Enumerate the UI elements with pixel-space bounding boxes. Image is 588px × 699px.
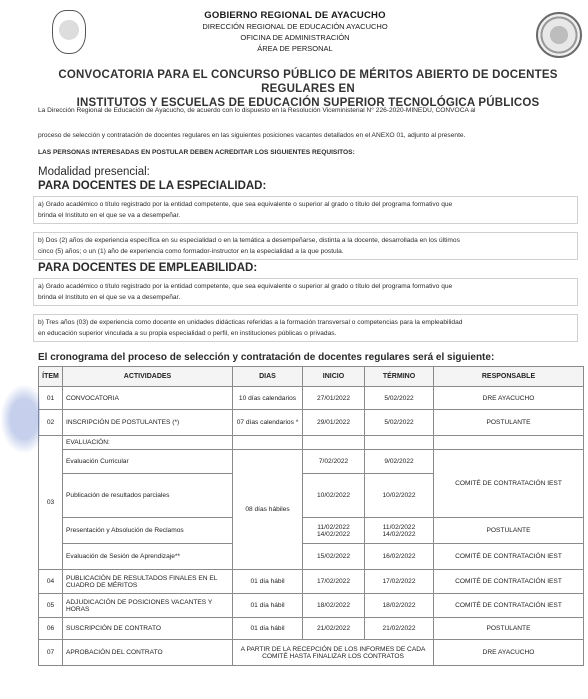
modalidad-heading: Modalidad presencial: <box>38 166 150 178</box>
cell-start: 7/02/2022 <box>303 450 365 474</box>
title-line1: CONVOCATORIA PARA EL CONCURSO PÚBLICO DE MÉRITOS ABIERTO DE DOCENTES REGULARES EN <box>58 69 558 95</box>
table-row <box>39 618 584 640</box>
cell-activity: Evaluación de Sesión de Aprendizaje** <box>63 544 233 570</box>
title-line2: INSTITUTOS Y ESCUELAS DE EDUCACIÓN SUPERIOR TECNOLÓGICA PÚBLICOS <box>76 97 540 109</box>
especialidad-a-line1: a) Grado académico o título registrado por la entidad competente, que sea equivalente o superior al grado o título del programa formativo que <box>38 201 453 208</box>
requirements-note: LAS PERSONAS INTERESADAS EN POSTULAR DEBEN ACREDITAR LOS SIGUIENTES REQUISITOS: <box>38 149 355 156</box>
cell-activity: INSCRIPCIÓN DE POSTULANTES (*) <box>63 410 233 436</box>
empleabilidad-a-line1: a) Grado académico o título registrado por la entidad competente, que sea equivalente o superior al grado o título del programa formativo que <box>38 283 453 290</box>
cell-item: 05 <box>39 594 63 618</box>
cell-end: 5/02/2022 <box>365 387 434 410</box>
especialidad-req-b <box>33 232 578 260</box>
table-row <box>39 436 584 450</box>
cell-item: 01 <box>39 387 63 410</box>
cell-responsible: COMITÉ DE CONTRATACIÓN IEST <box>434 594 584 618</box>
table-row <box>39 570 584 594</box>
cell-days-span: A PARTIR DE LA RECEPCIÓN DE LOS INFORMES DE CADA COMITÉ HASTA FINALIZAR LOS CONTRATOS <box>233 640 434 666</box>
cronograma-heading: El cronograma del proceso de selección y contratación de docentes regulares será el siguiente: <box>38 352 495 363</box>
cell-end: 21/02/2022 <box>365 618 434 640</box>
especialidad-a-line2: brinda el Instituto en el que se va a desempeñar. <box>38 212 181 219</box>
cell-activity: CONVOCATORIA <box>63 387 233 410</box>
cell-start: 18/02/2022 <box>303 594 365 618</box>
dre-seal-logo <box>536 12 582 58</box>
cell-days: 01 día hábil <box>233 570 303 594</box>
header-line2: DIRECCIÓN REGIONAL DE EDUCACIÓN AYACUCHO <box>202 22 388 31</box>
cell-responsible: POSTULANTE <box>434 618 584 640</box>
col-header-responsable: RESPONSABLE <box>434 367 584 387</box>
cell-empty <box>434 436 584 450</box>
cell-activity: SUSCRIPCIÓN DE CONTRATO <box>63 618 233 640</box>
empleabilidad-req-a <box>33 278 578 306</box>
empleabilidad-b-line1: b) Tres años (03) de experiencia como docente en unidades didácticas referidas a la formación transversal o competencias para la empleabilidad <box>38 319 463 326</box>
cell-activity: Evaluación Curricular <box>63 450 233 474</box>
cell-start: 17/02/2022 <box>303 570 365 594</box>
intro-paragraph-1: La Dirección Regional de Educación de Ayacucho, de acuerdo con lo dispuesto en la Resolución Viceministerial N° 226-2020-MINEDU, CONVOCA al <box>38 107 476 114</box>
cell-responsible: POSTULANTE <box>434 410 584 436</box>
header-line4: ÁREA DE PERSONAL <box>257 44 333 53</box>
cell-responsible: COMITÉ DE CONTRATACIÓN IEST <box>434 450 584 518</box>
cell-end: 16/02/2022 <box>365 544 434 570</box>
cell-start: 29/01/2022 <box>303 410 365 436</box>
cell-days: 07 días calendarios * <box>233 410 303 436</box>
cell-activity: ADJUDICACIÓN DE POSICIONES VACANTES Y HORAS <box>63 594 233 618</box>
col-header-dias: DIAS <box>233 367 303 387</box>
cell-item: 03 <box>39 436 63 570</box>
gobierno-regional-logo <box>52 10 86 54</box>
cell-days: 01 día hábil <box>233 594 303 618</box>
cell-end <box>365 518 434 544</box>
cell-item: 06 <box>39 618 63 640</box>
schedule-table <box>38 366 584 666</box>
cell-end: 18/02/2022 <box>365 594 434 618</box>
empleabilidad-heading: PARA DOCENTES DE EMPLEABILIDAD: <box>38 262 258 274</box>
cell-responsible: COMITÉ DE CONTRATACIÓN IEST <box>434 544 584 570</box>
cell-item: 07 <box>39 640 63 666</box>
cell-responsible: DRE AYACUCHO <box>434 387 584 410</box>
cell-start <box>303 518 365 544</box>
cell-activity: Publicación de resultados parciales <box>63 474 233 518</box>
especialidad-b-line2: cinco (5) años; o un (1) año de experiencia como formador-instructor en la especialidad a la que postula. <box>38 248 344 255</box>
cell-responsible: POSTULANTE <box>434 518 584 544</box>
end-date-1: 11/02/2022 <box>382 523 416 531</box>
intro-paragraph-2: proceso de selección y contratación de docentes regulares en las siguientes posiciones vacantes detallados en el ANEXO 01, adjunto al presente. <box>38 132 466 139</box>
header-line3: OFICINA DE ADMINISTRACIÓN <box>240 33 350 42</box>
table-row <box>39 594 584 618</box>
cell-activity: Presentación y Absolución de Reclamos <box>63 518 233 544</box>
cell-days: 10 días calendarios <box>233 387 303 410</box>
institutional-stamp <box>0 384 40 454</box>
especialidad-req-a <box>33 196 578 224</box>
cell-start: 27/01/2022 <box>303 387 365 410</box>
cell-end: 5/02/2022 <box>365 410 434 436</box>
cell-end: 10/02/2022 <box>365 474 434 518</box>
cell-days: 01 día hábil <box>233 618 303 640</box>
table-row <box>39 450 584 474</box>
table-row <box>39 640 584 666</box>
especialidad-heading: PARA DOCENTES DE LA ESPECIALIDAD: <box>38 180 267 192</box>
cell-start: 21/02/2022 <box>303 618 365 640</box>
document-title <box>30 68 586 110</box>
empleabilidad-b-line2: en educación superior vinculada a su propia especialidad o perfil, en instituciones públicas o privadas. <box>38 330 337 337</box>
cell-end: 9/02/2022 <box>365 450 434 474</box>
cell-end: 17/02/2022 <box>365 570 434 594</box>
col-header-inicio: INICIO <box>303 367 365 387</box>
cell-item: 02 <box>39 410 63 436</box>
end-date-2: 14/02/2022 <box>382 530 416 538</box>
table-row <box>39 518 584 544</box>
table-header-row <box>39 367 584 387</box>
table-row <box>39 410 584 436</box>
start-date-2: 14/02/2022 <box>316 530 350 538</box>
cell-empty <box>365 436 434 450</box>
cell-activity: PUBLICACIÓN DE RESULTADOS FINALES EN EL CUADRO DE MÉRITOS <box>63 570 233 594</box>
especialidad-b-line1: b) Dos (2) años de experiencia específica en su especialidad o en la temática a desempeñarse, distinta a la docente, desarrollada en los últimos <box>38 237 460 244</box>
col-header-actividades: ACTIVIDADES <box>63 367 233 387</box>
empleabilidad-a-line2: brinda el Instituto en el que se va a desempeñar. <box>38 294 181 301</box>
cell-activity: APROBACIÓN DEL CONTRATO <box>63 640 233 666</box>
col-header-termino: TÉRMINO <box>365 367 434 387</box>
cell-days: 08 días hábiles <box>233 450 303 570</box>
header-line1: GOBIERNO REGIONAL DE AYACUCHO <box>204 10 386 21</box>
cell-item: 04 <box>39 570 63 594</box>
cell-start: 10/02/2022 <box>303 474 365 518</box>
empleabilidad-req-b <box>33 314 578 342</box>
col-header-item: ÍTEM <box>39 367 63 387</box>
cell-responsible: DRE AYACUCHO <box>434 640 584 666</box>
letterhead <box>100 10 490 54</box>
cell-empty <box>233 436 303 450</box>
cell-start: 15/02/2022 <box>303 544 365 570</box>
start-date-1: 11/02/2022 <box>317 523 350 531</box>
table-row <box>39 387 584 410</box>
table-row <box>39 544 584 570</box>
cell-empty <box>303 436 365 450</box>
cell-activity-eval: EVALUACIÓN: <box>63 436 233 450</box>
cell-responsible: COMITÉ DE CONTRATACIÓN IEST <box>434 570 584 594</box>
